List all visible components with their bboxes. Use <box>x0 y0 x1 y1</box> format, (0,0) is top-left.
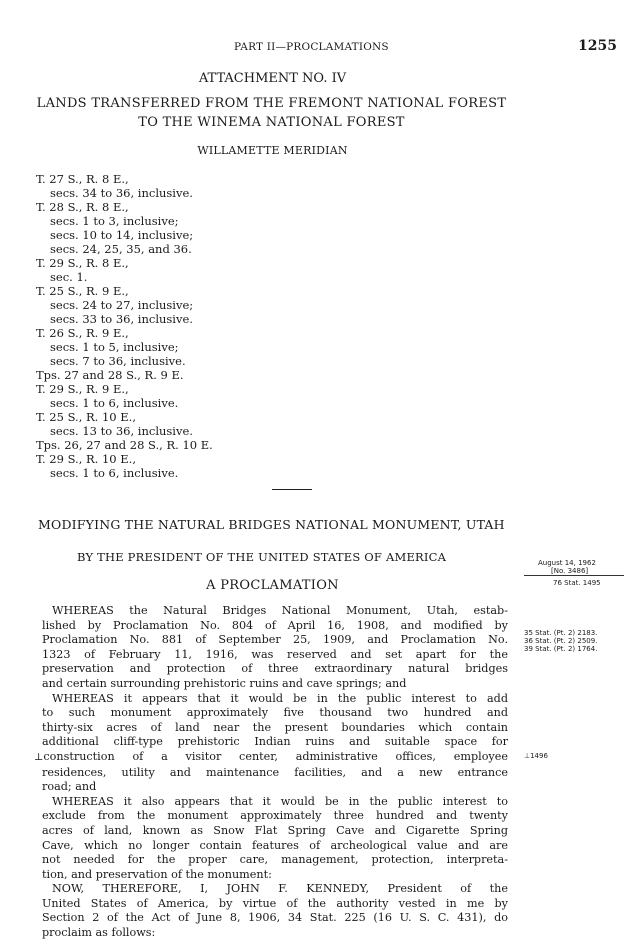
tract-sections: secs. 24 to 27, inclusive; <box>50 298 194 312</box>
proclamation-byline: BY THE PRESIDENT OF THE UNITED STATES OF AMERICA <box>77 550 447 564</box>
tract-sections: secs. 10 to 14, inclusive; <box>50 228 194 242</box>
tract-sections: secs. 33 to 36, inclusive. <box>50 312 193 326</box>
body-line: Cave, which no longer contain features of archeological value and are <box>42 838 508 852</box>
tract-sections: secs. 1 to 5, inclusive; <box>50 340 179 354</box>
tract-township: T. 29 S., R. 8 E., <box>36 256 129 270</box>
meridian-heading: WILLAMETTE MERIDIAN <box>197 144 348 157</box>
margin-page-ref: ⊥1496 <box>524 752 548 760</box>
tract-township: Tps. 27 and 28 S., R. 9 E. <box>36 368 184 382</box>
body-line: WHEREAS it also appears that it would be in the public interest to <box>52 794 508 808</box>
tract-township: T. 26 S., R. 9 E., <box>36 326 129 340</box>
body-line: lished by Proclamation No. 804 of April 16, 1908, and modified by <box>42 618 508 632</box>
body-line: Proclamation No. 881 of September 25, 1909, and Proclamation No. <box>42 633 508 647</box>
section-divider <box>272 489 312 490</box>
body-line: proclaim as follows: <box>42 926 156 940</box>
tract-sections: secs. 1 to 3, inclusive; <box>50 214 179 228</box>
body-line: Section 2 of the Act of June 8, 1906, 34 Stat. 225 (16 U. S. C. 431), do <box>42 911 508 925</box>
body-line: acres of land, known as Snow Flat Spring Cave and Cigarette Spring <box>42 823 508 837</box>
margin-citation: 36 Stat. (Pt. 2) 2509. <box>524 637 598 645</box>
body-line: residences, utility and maintenance facilities, and a new entrance <box>42 765 508 779</box>
tract-township: T. 29 S., R. 10 E., <box>36 452 136 466</box>
body-line: United States of America, by virtue of the authority vested in me by <box>42 896 508 910</box>
page-number: 1255 <box>578 38 617 54</box>
body-line: NOW, THEREFORE, I, JOHN F. KENNEDY, President of the <box>52 882 508 896</box>
tract-township: T. 25 S., R. 10 E., <box>36 410 136 424</box>
body-line: exclude from the monument approximately three hundred and twenty <box>42 809 508 823</box>
proclamation-title: A PROCLAMATION <box>206 578 339 593</box>
margin-citation: 35 Stat. (Pt. 2) 2183. <box>524 629 598 637</box>
body-line: WHEREAS it appears that it would be in the public interest to add <box>52 691 508 705</box>
tract-township: T. 28 S., R. 8 E., <box>36 200 129 214</box>
tract-township: T. 27 S., R. 8 E., <box>36 172 129 186</box>
margin-rule <box>524 575 624 576</box>
body-line: tion, and preservation of the monument: <box>42 867 272 881</box>
page-break-mark: ⊥ <box>34 751 44 763</box>
tract-sections: secs. 13 to 36, inclusive. <box>50 424 193 438</box>
body-line: and certain surrounding prehistoric ruins and cave springs; and <box>42 676 407 690</box>
tract-township: T. 25 S., R. 9 E., <box>36 284 129 298</box>
proclamation-heading: MODIFYING THE NATURAL BRIDGES NATIONAL MONUMENT, UTAH <box>38 517 505 532</box>
running-head: PART II—PROCLAMATIONS <box>234 41 389 53</box>
tract-township: Tps. 26, 27 and 28 S., R. 10 E. <box>36 438 213 452</box>
tract-sections: secs. 1 to 6, inclusive. <box>50 466 179 480</box>
body-line: additional cliff-type prehistoric Indian ruins and suitable space for <box>42 735 508 749</box>
body-line: to such monument approximately five thousand two hundred and <box>42 706 508 720</box>
proclamation-body <box>34 604 508 941</box>
body-line: 1323 of February 11, 1916, was reserved and set apart for the <box>42 647 508 661</box>
tract-sections: secs. 34 to 36, inclusive. <box>50 186 193 200</box>
body-line: not needed for the proper care, management, protection, interpreta- <box>42 853 508 867</box>
tract-sections: secs. 7 to 36, inclusive. <box>50 354 186 368</box>
body-line-text: construction of a visitor center, administrative offices, employee <box>43 749 508 763</box>
margin-citation: 39 Stat. (Pt. 2) 1764. <box>524 645 598 653</box>
margin-date: August 14, 1962 <box>538 559 596 567</box>
body-line <box>34 749 508 766</box>
body-line: thirty-six acres of land near the present boundaries which contain <box>42 720 508 734</box>
margin-stat: 76 Stat. 1495 <box>553 579 601 587</box>
tract-sections: sec. 1. <box>50 270 88 284</box>
attachment-label: ATTACHMENT NO. IV <box>198 71 347 86</box>
tract-township: T. 29 S., R. 9 E., <box>36 382 129 396</box>
attachment-title: LANDS TRANSFERRED FROM THE FREMONT NATIONAL FOREST TO THE WINEMA NATIONAL FOREST <box>36 96 507 130</box>
margin-citations <box>524 629 597 653</box>
tract-sections: secs. 24, 25, 35, and 36. <box>50 242 192 256</box>
tract-sections: secs. 1 to 6, inclusive. <box>50 396 179 410</box>
body-line: road; and <box>42 780 97 794</box>
margin-proc-number: [No. 3486] <box>551 567 589 575</box>
body-line: preservation and protection of three extraordinary natural bridges <box>42 662 508 676</box>
body-line: WHEREAS the Natural Bridges National Monument, Utah, estab- <box>52 604 508 617</box>
tract-list <box>36 172 213 480</box>
